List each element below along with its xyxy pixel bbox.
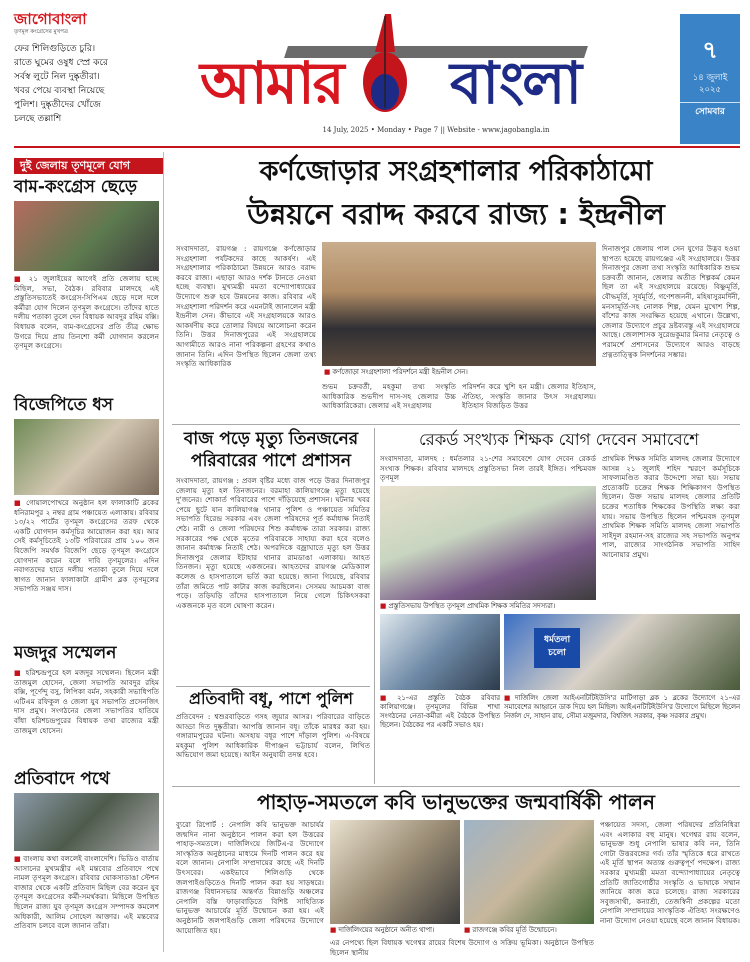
lead-headline-1[interactable]: কর্ণজোড়ার সংগ্রহশালার পরিকাঠামো: [259, 156, 653, 187]
sidebar-story-4-text: বাংলায় কথা বললেই বাংলাদেশি। ভিডিও বার্তায় আসানের মুখ্যমন্ত্রীর এই মন্তব্যের প্রতিবাদে পথে নামল তৃণমূল কংগ্রেস। রবিবার ঘোকসাডাঙা স্টেশন বাজার থেকে একটি প্রতিবাদ মিছিল বের করেন যুব তৃণমূল কংগ্রেসের কর্মী-সমর্থকরা। মিছিলে উপস্থিত ছিলেন রাজ্য যুব তৃণমূল কংগ্রেস সম্পাদক কমলেশ অধিকারী, আলিম সোহেল আক্তার। এই মন্তব্যের প্রতিবাদ চলবে বলে জানান তাঁরা।: [14, 854, 159, 931]
masthead-rule: [14, 146, 740, 148]
year-text: ২০২৫: [698, 85, 722, 95]
title-bangla: বাংলা: [450, 49, 581, 117]
title-amar: আমার: [200, 49, 343, 117]
statue-photo: [464, 820, 594, 924]
bullet-icon: ■: [380, 602, 387, 610]
sidebar-story-1-text: ২১ জুলাইয়ের আগেই প্রতি জেলায় হচ্ছে মিছিল, সভা, বৈঠক। রবিবার মালদহে এই প্রস্তুতিসভাতেই কংগ্রেস-সিপিএম ছেড়ে দলে দলে কর্মীরা যোগ দিলেন তৃণমূল কংগ্রেসে। তাঁদের হাতে দলীয় পতাকা তুলে দেন বিধায়ক আবদুর রহিম বক্সি। বিধায়ক বলেন, বাম-কংগ্রেসের প্রতি তীব্র ক্ষোভ উগরে দিয়ে প্রায় তিনশো কর্মী যোগদান করলেন তৃণমূল কংগ্রেসে।: [14, 274, 159, 351]
teaser-line: পুলিশ। দুষ্কৃতীদের খোঁজে: [14, 100, 101, 110]
bottom-headline[interactable]: পাহাড়-সমতলে কবি ভানুভক্তের জন্মবার্ষিকী পালন: [257, 790, 655, 814]
sidebar-story-3-headline[interactable]: মজদুর সম্মেলন: [14, 643, 117, 663]
teachers-col-2: প্রাথমিক শিক্ষক সমিতি মালদহ জেলার উদ্যোগে আসন্ন ২১ জুলাই শহিদ স্মরণে কর্মসূচিকে সাফল্যমণ্ডিত করার উদ্দেশ্যে সভা হয়। সভায় প্রত্যেকটি চক্রের শিক্ষক শিক্ষিকাগণ উপস্থিত ছিলেন। উক্ত সভায় মালদহ জেলার প্রতিটি চক্রের শতাধিক শিক্ষকের উপস্থিতি লক্ষ্য করা যায়। সভায় উপস্থিত ছিলেন পশ্চিমবঙ্গ তৃণমূল প্রাথমিক শিক্ষক সমিতি মালদহ জেলা সভাপতি সাইদুল রহমান-সহ রাজ্যের সহ সভাপতি অনুপম পাল, রাজ্যের সাংগঠনিক সভাপতি সাহিদ আনোয়ার প্রমুখ।: [602, 454, 740, 559]
teachers-col-1: সংবাদদাতা, মালদহ : ধর্মতলার ২১-শের সমাবেশে যোগ দেবেন রেকর্ড সংখ্যক শিক্ষক। রবিবার মালদহে প্রস্তুতিসভা নিল তারই ইঙ্গিত। পশ্চিমবঙ্গ তৃণমূল: [380, 454, 596, 483]
meeting-photo: [380, 614, 500, 690]
sidebar-kicker: দুই জেলায় তৃণমূলে যোগ: [14, 158, 163, 174]
day-text: সোমবার: [680, 102, 740, 119]
meeting-caption: [380, 694, 500, 784]
police-headline[interactable]: প্রতিবাদী বধূ, পাশে পুলিশ: [189, 689, 353, 708]
teaser-box: [14, 42, 172, 150]
rally-photo: [504, 614, 740, 690]
bullet-icon: ■: [380, 694, 395, 702]
bottom-col-1: ব্যুরো রিপোর্ট : নেপালি কবি ভানুভক্ত আচার্যর জন্মদিন নানা অনুষ্ঠানে পালন করা হল উত্তরের পাহাড়-সমতলে। দার্জিলিংয়ে জিটিএ-র উদ্যোগে সাংস্কৃতিক অনুষ্ঠানের মাধ্যমে দিনটি পালন করে হয় বলে জানান। নেপালি সম্প্রদায়ের কাছে এই দিনটি উৎসবের। একইভাবে শিলিগুড়ি থেকে জলপাইগুড়িতেও দিনটি পালন করা হয় সাড়ম্বরে। রাজগঞ্জ বিধানসভার অন্তর্গত বিন্নাগুড়ি অঞ্চলের নেপালি বস্তি ফাড়াবাড়িতে বিশিষ্ট সাহিত্যিক ভানুভক্ত আচার্যের মূর্তি উন্মোচন করা হয়। এই অনুষ্ঠানটি জলপাইগুড়ি জেলা পরিষদের উদ্যোগে আয়োজিত হয়।: [176, 820, 324, 935]
teaser-line: সর্বস্ব লুটে নিল দুষ্কৃতীরা।: [14, 72, 100, 82]
teaser-line: রাতে ঘুমের ওষুধ স্প্রে করে: [14, 58, 108, 68]
teaser-line: চলছে তল্লাশি: [14, 114, 62, 124]
sidebar-story-2-text: গোয়ালপোখরে অনুষ্ঠান হল ফালাকাটি ব্লকের ধনিরামপুর ২ নম্বর গ্রাম পঞ্চায়েত এলাকায়। রবিবার ১৩/২২ পার্টের তৃণমূল কংগ্রেসের তরফ থেকে একটি যোগদান কর্মসূচির আয়োজন করা হয়। আর সেই কর্মসূচিতেই ১৩টি পরিবারের প্রায় ১০০ জন বিজেপি সমর্থক বিজেপি ছেড়ে তৃণমূল কংগ্রেসে যোগদান করেন বলে দাবি তৃণমূলের। এদিন নবাগতদের হাতে দলীয় পতাকা তুলে দিয়ে দলে স্বাগত জানান ফালাকাটা গ্রামীণ ব্লক তৃণমূলের সভাপতি সঞ্জয় দাস।: [14, 498, 159, 594]
bullet-icon: ■: [14, 854, 21, 863]
divider: [172, 424, 740, 425]
sidebar-story-1-headline[interactable]: বাম-কংগ্রেস ছেড়ে: [14, 177, 137, 197]
sidebar-photo-2: [14, 419, 159, 495]
sidebar-story-4-headline[interactable]: প্রতিবাদে পথে: [14, 769, 110, 789]
sidebar-story-1-body: [14, 274, 163, 390]
sidebar-story-3-text: হরিশ্চন্দ্রপুরে হল মজদুর সম্মেলন। ছিলেন মন্ত্রী তাজমুল হোসেন, জেলা সভাপতি আবদুর রহিম বক্সি, পূর্ণেন্দু বসু, লিপিকা বর্মন, সহকারী সভাধিপতি এটিএম রফিকুল ও জেলা যুব সভাপতি প্রসেনজিৎ দাস প্রমুখ। সংগঠনের জেলা সভাপতির হাতিয়ে বাঁধা হরিশচন্দ্রপুরের বিধায়ক তথা রাজ্যের মন্ত্রী তাজমুল হোসেন।: [14, 668, 159, 735]
divider: [176, 686, 370, 687]
bullet-icon: ■: [504, 694, 513, 702]
divider: [374, 428, 375, 784]
date-box: [680, 14, 740, 144]
masthead-title: [190, 12, 670, 122]
darjeeling-photo: [330, 820, 460, 924]
bullet-icon: ■: [14, 668, 23, 677]
bottom-under-photos: এর নেপথ্যে ছিল বিধায়ক খগেশ্বর রায়ের বিশেষ উদ্যোগ ও সক্রিয় ভূমিকা। অনুষ্ঠানে উপস্থিত ছিলেন স্থানীয়: [330, 938, 594, 957]
lead-col-3: দিনাজপুর জেলায় পাল সেন যুগের উদ্ভব হওয়া স্থাপত্য হয়েছে রায়গঞ্জের এই সংগ্রহালয়ে। উত্তর দিনাজপুর জেলা তথ্য সংস্কৃতি আধিকারিক শুভম চক্রবর্তী জানান, জেলার অতীত শিল্পকর্ম কেমন ছিল তা এই সংগ্রহালয়ে রয়েছে। বিষ্ণুমূর্তি, বৌদ্ধমূর্তি, সূর্যমূর্তি, গণেশজননী, মহিষাসুরমর্দিনী, মনসামূর্তি-সহ নোলক শিল্প, যেমন মুখোশ শিল্প, বাঁশের কাজ সংরক্ষিত হয়েছে এখানে। উল্লেখ্য, জেলার উদ্যোগে প্রচুর দ্রষ্টব্যবস্তু এই সংগ্রহালয়ে আছে। জেলাশাসক সুরেন্দ্রকুমার মিনার নেতৃত্বে ও পরামর্শে প্রশাসনের উদ্যোগে আরও বাড়ছে প্রত্নতাত্ত্বিক নিদর্শনের সম্ভার।: [602, 244, 740, 359]
bottom-col-3: পঞ্চায়েত সদস্য, জেলা পরিষদের প্রতিনিধিরা এবং এলাকার বহু মানুষ। খগেশ্বর রায় বলেন, ভানুভক্ত শুধু নেপালি ভাষার কবি নন, তিনি গোটা উত্তরবঙ্গের গর্ব। তাঁর স্মৃতিকে ধরে রাখতে এই মূর্তি স্থাপন অত্যন্ত গুরুত্বপূর্ণ পদক্ষেপ। রাজ্য সরকার মুখ্যমন্ত্রী মমতা বন্দ্যোপাধ্যায়ের নেতৃত্বে প্রতিটি জাতিগোষ্ঠীর সংস্কৃতি ও ভাষাকে সম্মান জানিয়ে কাজ করে চলেছে। রাজ্য সরকারের সবুজসাথী, কন্যাশ্রী, তেজস্বিনী প্রকল্পের মতো নেপালি সম্প্রদায়ের সাংস্কৃতিক ঐতিহ্য সংরক্ষণেও নানা উদ্যোগ নেওয়া হয়েছে বলে জানান বিধায়ক।: [600, 820, 740, 925]
bullet-icon: ■: [14, 498, 23, 507]
bullet-icon: ■: [330, 926, 337, 934]
darjeeling-caption: [330, 926, 460, 936]
lightning-headline-1[interactable]: বাজ পড়ে মৃত্যু তিনজনের: [183, 429, 359, 449]
police-body: প্রতিবেদন : শ্বশুরবাড়িতে গসহ জুয়ার আসর। পরিবারের বাড়িতে আড্ডা দিত দুষ্কৃতীরা। আপত্তি জানান বধূ। তাঁকে মারধর করা হয়। গঙ্গারামপুরের ঘটনা। অসহায় বধূর পাশে দাঁড়াল পুলিশ। এ-বিষয়ে মহকুমা পুলিশ আধিকারিক দীপাঞ্জন ভট্টাচার্য বলেন, লিখিত অভিযোগ জমা হয়েছে। আইন অনুযায়ী তদন্ত হবে।: [176, 712, 370, 760]
small-logo-name: জাগোবাংলা: [14, 10, 87, 28]
bullet-icon: ■: [464, 926, 471, 934]
meeting-caption-text: ২১-এর প্রস্তুতি বৈঠক রবিবার কালিয়াগঞ্জে। তৃণমূলের বিভিন্ন শাখা সংগঠনের নেতা-কর্মীরা এই বৈঠকে উপস্থিত ছিলেন। বৈঠকের পর একটি সভাও হয়।: [380, 694, 501, 729]
lead-headline-2[interactable]: উন্নয়নে বরাদ্দ করবে রাজ্য : ইন্দ্রনীল: [247, 197, 665, 231]
lightning-body: সংবাদদাতা, রায়গঞ্জ : প্রবল বৃষ্টির মধ্যে বাজ পড়ে উত্তর দিনাজপুর জেলায় মৃত্যু হল তিনজনের। বরমাহা কালিয়াগঞ্জে মৃত্যু হয়েছে দু'জনের। শোকার্ত পরিবারের পাশে দাঁড়িয়েছে প্রশাসন। ঘটনার খবর পেয়ে ছুটে যান কালিয়াগঞ্জ থানার পুলিশ ও পঞ্চায়েত সমিতির সভাপতি হিরেন্দ্র সরকার এবং জেলা পরিষদের পূর্ত কর্মাধ্যক্ষ নিতাই শেঠ। নারী ও জেলা পরিষদের শিশু কর্মাধ্যক্ষ তারা সরকার। রাজ্য সরকারের পক্ষ থেকে মৃতের পরিবারকে সাহায্য করা হবে বলেও জানান কর্মাধ্যক্ষ নিতাই শেঠ। অপরদিকে বজ্রাঘাতে মৃত্যু হল উত্তর দিনাজপুর জেলার ইটাহার থানার রামডাঙা এলাকায়। আহত তিনজন। মৃত্যু হয়েছে একজনের। আহতদের রায়গঞ্জ মেডিক্যাল কলেজ ও হাসপাতালে ভর্তি করা হয়েছে। জানা গিয়েছে, রবিবার তাঁরা জমিতে পাট কাটার কাজ করছিলেন। সেসময় আচমকা বাজ পড়ে। তড়িঘড়ি তাঁদের হাসপাতালে নিয়ে গেলে চিকিৎসকরা একজনকে মৃত বলে ঘোষণা করেন।: [176, 476, 370, 610]
lead-photo: [322, 242, 596, 366]
sidebar-photo-1: [14, 201, 159, 271]
teaser-line: খবর পেয়ে ব্যবস্থা নিয়েছে: [14, 86, 105, 96]
teachers-caption-text: প্রস্তুতিসভায় উপস্থিত তৃণমূল প্রাথমিক শিক্ষক সমিতির সদস্যরা।: [388, 602, 556, 610]
divider: [172, 786, 740, 787]
statue-caption-text: রাজগঞ্জে কবির মূর্তি উন্মোচনে।: [472, 926, 557, 934]
sidebar-photo-3: [14, 793, 159, 851]
date-text: ১৪ জুলাই: [692, 73, 728, 83]
rally-caption: [504, 694, 740, 784]
bullet-icon: ■: [324, 368, 331, 376]
rally-caption-text: দার্জিলিং জেলা আইএনটিটিইউসি'র মাটিগাড়া ব্লক ১ ব্লকের উদ্যোগে ২১-এর সমাবেশের আহ্বানে ডাক দিয়ে হল মিছিল। আইএনটিটিইউসি'র উদ্যোগে মিছিলে ছিলেন নির্জল দে, সাহান রায়, সৌমা মজুমদার, বিশ্বজিৎ সরকার, কৃষ্ণ সরকার প্রমুখ।: [504, 694, 740, 720]
sidebar-story-4-body: [14, 854, 163, 962]
sidebar-story-3-body: [14, 668, 163, 764]
teaser-line: ফের শিলিগুড়িতে চুরি।: [14, 44, 96, 54]
lead-photo-caption: [324, 368, 596, 378]
page-number: ৭: [702, 36, 718, 64]
teachers-caption: [380, 602, 600, 612]
sidebar: [14, 152, 164, 952]
lead-photo-caption-text: কর্ণজোড়া সংগ্রহশালা পরিদর্শনে মন্ত্রী ইন্দ্রনীল সেন।: [332, 368, 468, 376]
lead-under-photo-b: পরিদর্শন করে খুশি হন মন্ত্রী। জেলার ইতিহাস, ঐতিহ্য, সংস্কৃতি জানার উৎস সংগ্রহালয়। ইতিহাস বিজড়িত উত্তর: [462, 382, 596, 411]
bullet-icon: ■: [14, 274, 24, 283]
dateline: 14 July, 2025 • Monday • Page 7 || Website - www.jagobangla.in: [322, 126, 550, 134]
rally-banner: ধর্মতলা চলো: [534, 628, 580, 668]
lead-col-1: সংবাদদাতা, রায়গঞ্জ : রায়গঞ্জে কর্ণজোড়ার সংগ্রহশালা পর্যটকদের কাছে আকর্ষণ। এই সংগ্রহশালার পরিকাঠামো উন্নয়নে আরও বরাদ্দ করবে রাজ্য। এছাড়া আরও দর্শক টানতে নেওয়া হচ্ছে ব্যবস্থা। মুখ্যমন্ত্রী মমতা বন্দ্যোপাধ্যায়ের উদ্যোগে শুরু হবে উন্নয়নের কাজ। রবিবার এই সংগ্রহশালা পরিদর্শন করে এমনটাই জানালেন মন্ত্রী ইন্দ্রনীল সেন। কীভাবে এই সংগ্রহালয়কে আরও আকর্ষণীয় করে তোলার বিষয়ে আলোচনা করেন তিনি। উত্তর দিনাজপুরের এই সংগ্রহালয়ে আগামীতে আরও নানা পরিকল্পনা গ্রহণের কথাও জানান তিনি। এদিন উপস্থিত ছিলেন জেলা তথ্য সংস্কৃতি আধিকারিক: [176, 244, 316, 369]
sidebar-story-2-body: [14, 498, 163, 638]
lead-under-photo-a: শুভম চক্রবর্তী, মহকুমা তথ্য সংস্কৃতি আধিকারিক শুভদীপ দাস-সহ জেলার উচ্চ আধিকারিকেরা। জেলার এই সংগ্রহালয়: [322, 382, 456, 411]
teachers-headline[interactable]: রেকর্ড সংখ্যক শিক্ষক যোগ দেবেন সমাবেশে: [418, 430, 700, 449]
teachers-photo: [380, 486, 596, 600]
small-logo-tagline: তৃণমূল কংগ্রেসের মুখপত্র: [14, 29, 68, 35]
darjeeling-caption-text: দার্জিলিংয়ের অনুষ্ঠানে অনীত থাপা।: [338, 926, 435, 934]
ektara-icon: [355, 12, 415, 122]
statue-caption: [464, 926, 594, 936]
sidebar-story-2-headline[interactable]: বিজেপিতে ধস: [14, 395, 114, 415]
lightning-headline-2[interactable]: পরিবারের পাশে প্রশাসন: [191, 451, 351, 471]
jagobangla-logo[interactable]: [14, 10, 124, 40]
